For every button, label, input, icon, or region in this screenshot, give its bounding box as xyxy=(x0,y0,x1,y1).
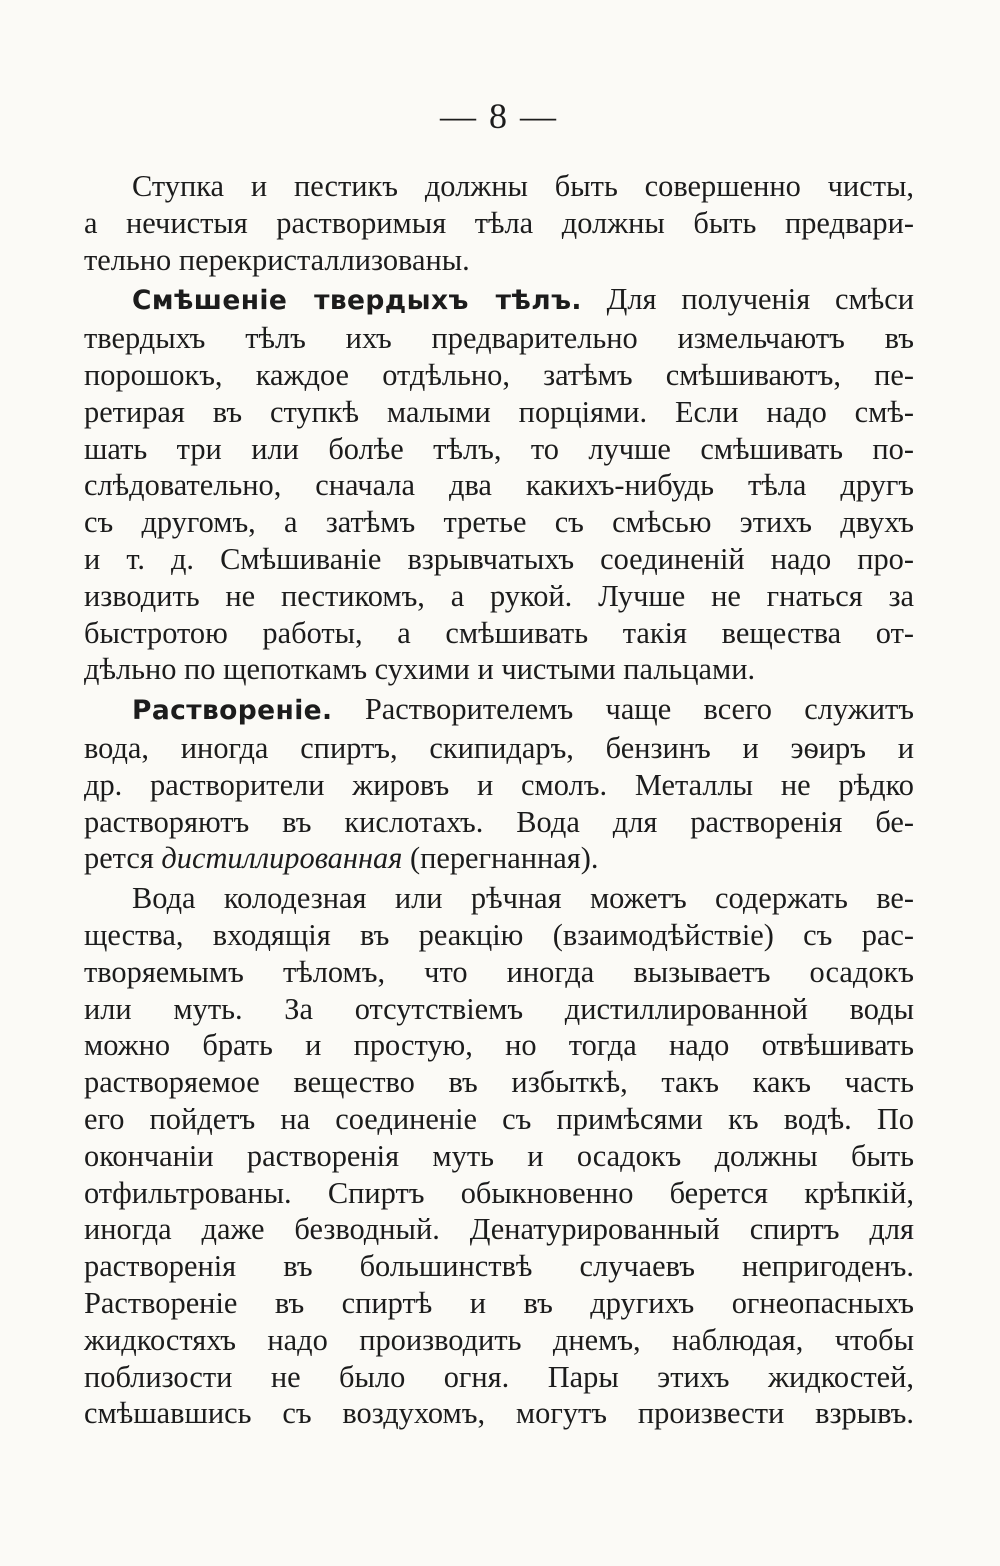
text-line xyxy=(84,691,914,730)
text-line: отфильтрованы. Спиртъ обыкновенно берется крѣпкій, xyxy=(84,1175,914,1210)
text-fragment: (перегнанная). xyxy=(402,841,599,876)
text-line: творяемымъ тѣломъ, что иногда вызываетъ осадокъ xyxy=(84,954,914,989)
text-line: быстротою работы, а смѣшивать такія вещества от- xyxy=(84,615,914,650)
text-line: др. растворители жировъ и смолъ. Металлы не рѣдко xyxy=(84,767,914,802)
text-line: порошокъ, каждое отдѣльно, затѣмъ смѣшиваютъ, пе- xyxy=(84,357,914,392)
book-page xyxy=(84,92,914,1492)
text-line: его пойдетъ на соединеніе съ примѣсями къ водѣ. По xyxy=(84,1101,914,1136)
text-fragment: Растворителемъ чаще всего служитъ xyxy=(332,692,914,727)
text-line: смѣшавшись съ воздухомъ, могутъ произвести взрывъ. xyxy=(84,1396,914,1431)
text-line: растворяютъ въ кислотахъ. Вода для растворенія бе- xyxy=(84,804,914,839)
text-fragment: рется xyxy=(84,841,162,876)
text-line: иногда даже безводный. Денатурированный спиртъ для xyxy=(84,1212,914,1247)
text-line xyxy=(84,281,914,320)
paragraph-mixing-solids xyxy=(84,281,914,688)
text-line xyxy=(84,840,914,877)
paragraph-water-quality xyxy=(84,880,914,1432)
text-line: или муть. За отсутствіемъ дистиллированной воды xyxy=(84,991,914,1026)
text-line: твердыхъ тѣлъ ихъ предварительно измельчаютъ въ xyxy=(84,321,914,356)
text-line: растворяемое вещество въ избыткѣ, такъ какъ часть xyxy=(84,1065,914,1100)
italic-term-distilled: дистиллированная xyxy=(161,841,403,876)
text-line: а нечистыя растворимыя тѣла должны быть предвари- xyxy=(84,205,914,240)
text-line: Ступка и пестикъ должны быть совершенно чисты, xyxy=(132,169,914,203)
section-heading-dissolution: Раствореніе. xyxy=(132,695,333,727)
text-line: можно брать и простую, но тогда надо отвѣшивать xyxy=(84,1028,914,1063)
paragraph-dissolution xyxy=(84,691,914,877)
text-line: слѣдовательно, сначала два какихъ-нибудь тѣла другъ xyxy=(84,468,914,503)
text-line: вода, иногда спиртъ, скипидаръ, бензинъ и эѳиръ и xyxy=(84,730,914,765)
paragraph-mortar-cleanliness xyxy=(84,168,914,278)
text-line: съ другомъ, а затѣмъ третье съ смѣсью этихъ двухъ xyxy=(84,505,914,540)
text-line: растворенія въ большинствѣ случаевъ непригоденъ. xyxy=(84,1249,914,1284)
text-line: щества, входящія въ реакцію (взаимодѣйствіе) съ рас- xyxy=(84,917,914,952)
text-line: жидкостяхъ надо производить днемъ, наблюдая, чтобы xyxy=(84,1322,914,1357)
text-line: шать три или болѣе тѣлъ, то лучше смѣшивать по- xyxy=(84,431,914,466)
text-line: Раствореніе въ спиртѣ и въ другихъ огнеопасныхъ xyxy=(84,1285,914,1320)
text-line: тельно перекристаллизованы. xyxy=(84,242,470,277)
text-line: и т. д. Смѣшиваніе взрывчатыхъ соединеній надо про- xyxy=(84,541,914,576)
text-line: дѣльно по щепоткамъ сухими и чистыми пальцами. xyxy=(84,652,756,687)
text-line: изводить не пестикомъ, а рукой. Лучше не гнаться за xyxy=(84,578,914,613)
text-line: ретирая въ ступкѣ малыми порціями. Если надо смѣ- xyxy=(84,394,914,429)
text-line: окончаніи растворенія муть и осадокъ должны быть xyxy=(84,1138,914,1173)
text-fragment: Для полученія смѣси xyxy=(581,282,914,317)
page-number: — 8 — xyxy=(440,96,558,136)
text-line: Вода колодезная или рѣчная можетъ содержать ве- xyxy=(132,881,914,916)
text-line: поблизости не было огня. Пары этихъ жидкостей, xyxy=(84,1359,914,1394)
section-heading-mixing-solids: Смѣшеніе твердыхъ тѣлъ. xyxy=(132,285,582,317)
